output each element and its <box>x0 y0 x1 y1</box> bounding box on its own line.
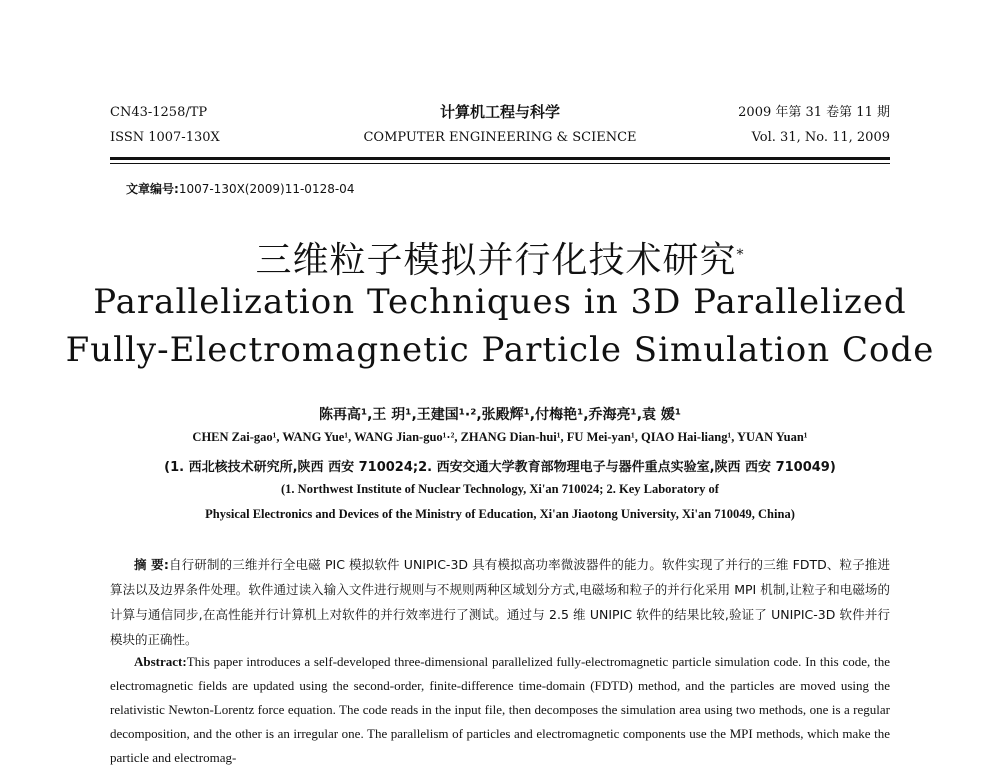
title-footnote-marker: * <box>736 247 745 263</box>
header-rule-thick <box>110 157 890 160</box>
issue-cn: 2009 年第 31 卷第 11 期 <box>738 105 890 120</box>
article-number <box>126 180 354 197</box>
journal-name-en: COMPUTER ENGINEERING & SCIENCE <box>363 130 637 145</box>
journal-header <box>110 100 890 152</box>
abstract-en <box>110 650 890 770</box>
cn-code: CN43-1258/TP <box>110 105 208 120</box>
issn: ISSN 1007-130X <box>110 130 220 145</box>
affiliation-en-line1: (1. Northwest Institute of Nuclear Technology, Xi'an 710024; 2. Key Laboratory of <box>281 482 719 496</box>
article-number-value: 1007-130X(2009)11-0128-04 <box>178 182 355 196</box>
abstract-en-label: Abstract: <box>134 654 187 669</box>
issue-en: Vol. 31, No. 11, 2009 <box>751 130 890 145</box>
title-cn-text: 三维粒子模拟并行化技术研究 <box>255 240 737 281</box>
title-cn <box>0 232 1000 283</box>
abstract-en-text: This paper introduces a self-developed three-dimensional parallelized fully-electromagnetic particle simulation code. In this code, the electromagnetic fields are updated using the second-order, finite-difference time-domain (FDTD) method, and the particles are moved using the relativistic Newton-Lorentz force equation. The code reads in the input file, then decomposes the simulation area using two methods, one is a regular decomposition, and the other is an irregular one. The parallelism of particles and electromagnetic components use the MPI methods, which make the particle and electromag- <box>110 654 890 765</box>
affiliation-cn: (1. 西北核技术研究所,陕西 西安 710024;2. 西安交通大学教育部物理电子与器件重点实验室,陕西 西安 710049) <box>164 460 836 475</box>
title-en: Parallelization Techniques in 3D Parallelized Fully-Electromagnetic Particle Simulation Code <box>65 282 935 370</box>
header-right <box>738 100 890 150</box>
abstract-cn-text: 自行研制的三维并行全电磁 PIC 模拟软件 UNIPIC-3D 具有模拟高功率微波器件的能力。软件实现了并行的三维 FDTD、粒子推进算法以及边界条件处理。软件通过读入输入文件进行规则与不规则两种区域划分方式,电磁场和粒子的并行化采用 MPI 机制,让粒子和电磁场的计算与通信同步,在高性能并行计算机上对软件的并行效率进行了测试。通过与 2.5 维 UNIPIC 软件的结果比较,验证了 UNIPIC-3D 软件并行模块的正确性。 <box>110 557 891 647</box>
affiliation-en-line2: Physical Electronics and Devices of the Ministry of Education, Xi'an Jiaotong University, Xi'an 710049, China) <box>205 507 795 521</box>
journal-name-cn: 计算机工程与科学 <box>439 103 560 121</box>
abstract-cn-label: 摘 要: <box>134 557 169 572</box>
abstract-cn <box>110 552 890 652</box>
article-number-label: 文章编号: <box>126 182 179 196</box>
authors-en: CHEN Zai-gao¹, WANG Yue¹, WANG Jian-guo¹·², ZHANG Dian-hui¹, FU Mei-yan¹, QIAO Hai-liang¹, YUAN Yuan¹ <box>192 430 808 444</box>
authors-cn: 陈再高¹,王 玥¹,王建国¹·²,张殿辉¹,付梅艳¹,乔海亮¹,袁 媛¹ <box>318 407 682 423</box>
header-rule-thin <box>110 163 890 164</box>
